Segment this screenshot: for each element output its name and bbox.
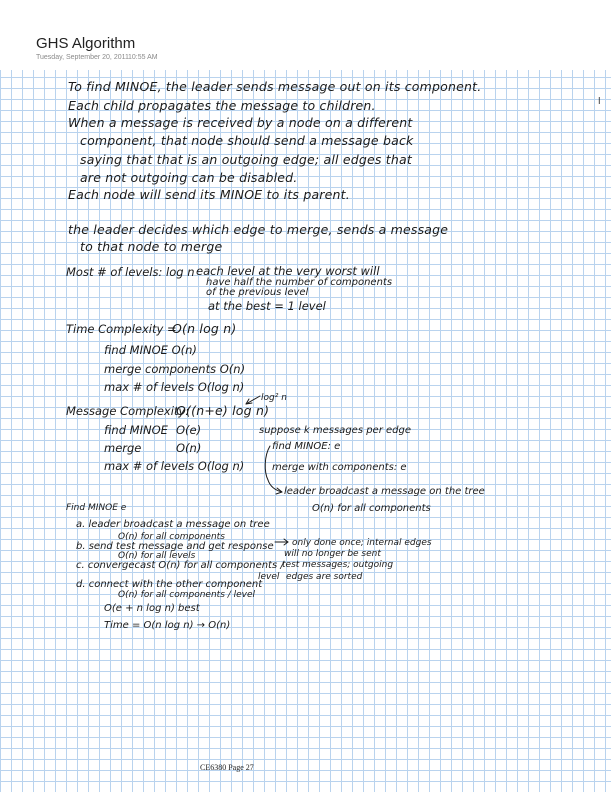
note-line: To find MINOE, the leader sends message out on its component. xyxy=(68,79,482,94)
note-date: Tuesday, September 20, 2011 xyxy=(36,54,129,61)
note-line: leader broadcast a message on the tree xyxy=(284,486,485,497)
note-line: find MINOE O(n) xyxy=(104,343,197,357)
note-line: Each node will send its MINOE to its parent. xyxy=(68,187,350,202)
note-line: Find MINOE e xyxy=(66,503,127,513)
note-line: O(n log n) xyxy=(172,321,237,336)
note-line: d. connect with the other component xyxy=(76,579,263,590)
note-line: component, that node should send a message back xyxy=(80,133,414,148)
note-line: Time = O(n log n) → O(n) xyxy=(104,620,231,631)
note-line: the leader decides which edge to merge, sends a message xyxy=(68,222,449,237)
note-line: merge with components: e xyxy=(272,462,407,473)
note-line: edges are sorted xyxy=(286,572,363,582)
note-line: Each child propagates the message to children. xyxy=(68,98,376,113)
note-line: O(n) xyxy=(176,441,202,455)
note-line: a. leader broadcast a message on tree xyxy=(76,519,270,530)
note-line: O(n) for all components xyxy=(118,532,225,542)
note-line: max # of levels O(log n) xyxy=(104,459,245,473)
page-number: CE6380 Page 27 xyxy=(200,763,254,772)
page-title: GHS Algorithm xyxy=(36,35,136,52)
bracket-line xyxy=(265,446,270,480)
note-line: c. convergecast O(n) for all components / xyxy=(76,560,284,571)
note-line: will no longer be sent xyxy=(284,549,381,559)
note-line: of the previous level xyxy=(206,287,309,298)
note-line: max # of levels O(log n) xyxy=(104,380,245,394)
note-line: O(n) for all components / level xyxy=(118,590,256,600)
note-line: O(n) for all levels xyxy=(118,551,196,561)
note-line: When a message is received by a node on a different xyxy=(68,115,413,130)
note-line: are not outgoing can be disabled. xyxy=(80,170,298,185)
note-line: Message Complexity: xyxy=(66,404,190,418)
note-line: O((n+e) log n) xyxy=(176,403,270,418)
margin-mark: l xyxy=(598,97,601,107)
note-line: log² n xyxy=(261,393,287,403)
note-line: O(n) for all components xyxy=(312,503,431,514)
note-line: b. send test message and get response xyxy=(76,541,274,552)
note-line: have half the number of components xyxy=(206,277,393,288)
note-line: Time Complexity = xyxy=(66,322,177,336)
note-line: at the best = 1 level xyxy=(208,299,326,313)
note-line: O(e) xyxy=(176,423,202,437)
note-line: find MINOE xyxy=(104,423,168,437)
note-line: to that node to merge xyxy=(80,239,223,254)
note-line: level xyxy=(258,572,280,582)
note-line: merge components O(n) xyxy=(104,362,246,376)
note-line: test messages; outgoing xyxy=(282,560,394,570)
note-line: Most # of levels: log n xyxy=(66,265,195,279)
note-line: merge xyxy=(104,441,142,455)
note-line: saying that that is an outgoing edge; all edges that xyxy=(80,152,412,167)
note-line: find MINOE: e xyxy=(272,441,341,452)
note-line: suppose k messages per edge xyxy=(259,425,411,436)
note-line: each level at the very worst will xyxy=(196,264,380,278)
note-line: only done once; internal edges xyxy=(292,538,432,548)
note-time: 10:55 AM xyxy=(128,54,158,61)
note-line: O(e + n log n) best xyxy=(104,603,200,614)
